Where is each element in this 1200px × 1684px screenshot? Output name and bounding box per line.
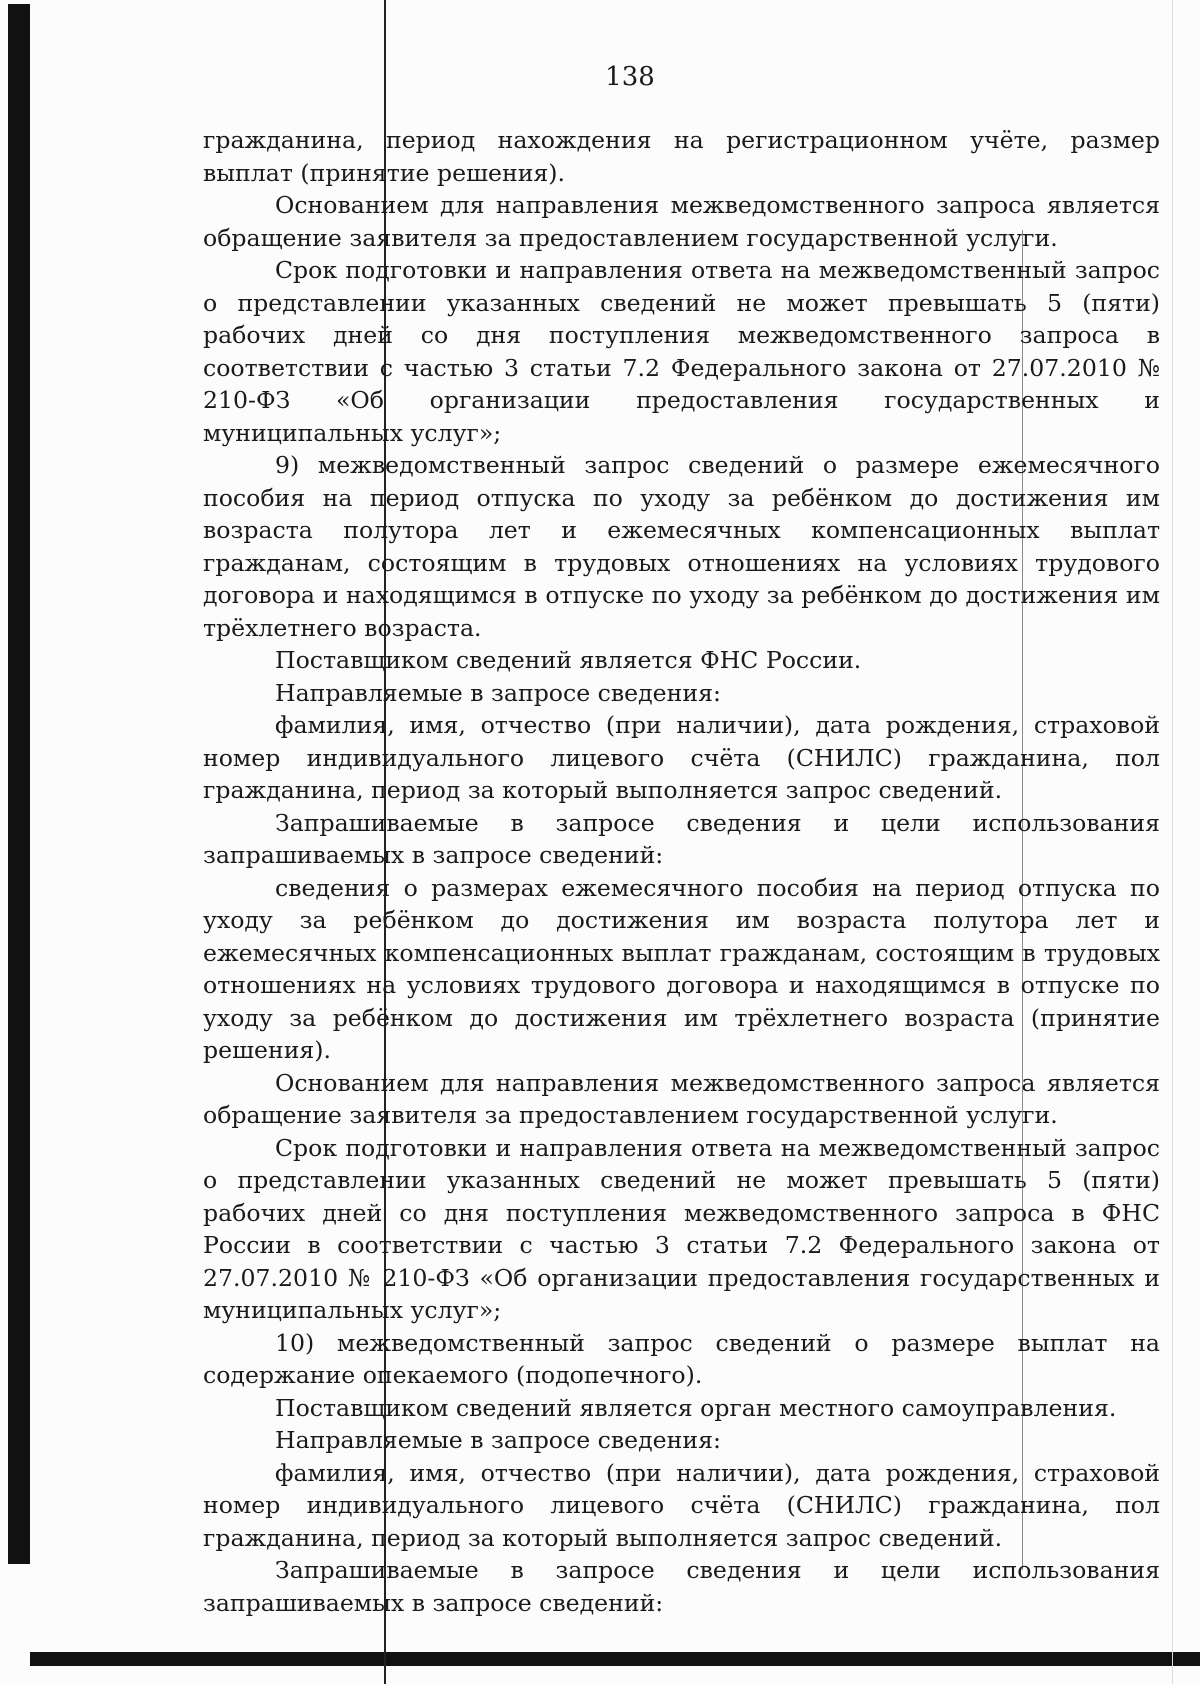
paragraph: Основанием для направления межведомственного запроса является обращение заявителя за предоставлением государственной услуги.: [203, 1068, 1160, 1129]
paragraph: Запрашиваемые в запросе сведения и цели использования запрашиваемых в запросе сведений:: [203, 808, 1160, 869]
paragraph: Срок подготовки и направления ответа на межведомственный запрос о представлении указанных сведений не может превышать 5 (пяти) рабочих дней со дня поступления межведомственного запроса в соответствии с частью 3 статьи 7.2 Федерального закона от 27.07.2010 № 210-ФЗ «Об организации предоставления государственных и муниципальных услуг»;: [203, 256, 1160, 447]
paragraph: гражданина, период нахождения на регистрационном учёте, размер выплат (принятие решения).: [203, 126, 1160, 187]
paragraph: Направляемые в запросе сведения:: [275, 1426, 721, 1454]
page-number: 138: [605, 62, 655, 92]
scan-edge-left: [8, 4, 30, 1564]
paragraph: Запрашиваемые в запросе сведения и цели использования запрашиваемых в запросе сведений:: [203, 1556, 1160, 1617]
scan-edge-right: [1172, 0, 1173, 1684]
paragraph: фамилия, имя, отчество (при наличии), дата рождения, страховой номер индивидуального лицевого счёта (СНИЛС) гражданина, пол гражданина, период за который выполняется запрос сведений.: [203, 1458, 1160, 1552]
paragraph: фамилия, имя, отчество (при наличии), дата рождения, страховой номер индивидуального лицевого счёта (СНИЛС) гражданина, пол гражданина, период за который выполняется запрос сведений.: [203, 711, 1160, 804]
paragraph: Направляемые в запросе сведения:: [275, 678, 721, 707]
document-body: [203, 124, 1160, 1619]
paragraph: Поставщиком сведений является ФНС России.: [275, 646, 862, 674]
paragraph: Основанием для направления межведомственного запроса является обращение заявителя за предоставлением государственной услуги.: [203, 191, 1160, 252]
list-item-10: 10) межведомственный запрос сведений о размере выплат на содержание опекаемого (подопечного).: [203, 1328, 1160, 1389]
list-item-9: 9) межведомственный запрос сведений о размере ежемесячного пособия на период отпуска по уходу за ребёнком до достижения им возраста полутора лет и ежемесячных компенсационных выплат гражданам, состоящим в трудовых отношениях на условиях трудового договора и находящимся в отпуске по уходу за ребёнком до достижения им трёхлетнего возраста.: [203, 451, 1160, 642]
scan-edge-bottom: [30, 1652, 1200, 1666]
paragraph: сведения о размерах ежемесячного пособия на период отпуска по уходу за ребёнком до достижения им возраста полутора лет и ежемесячных компенсационных выплат гражданам, состоящим в трудовых отношениях на условиях трудового договора и находящимся в отпуске по уходу за ребёнком до достижения им трёхлетнего возраста (принятие решения).: [203, 873, 1160, 1064]
paragraph: Поставщиком сведений является орган местного самоуправления.: [275, 1393, 1117, 1422]
paragraph: Срок подготовки и направления ответа на межведомственный запрос о представлении указанных сведений не может превышать 5 (пяти) рабочих дней со дня поступления межведомственного запроса в ФНС России в соответствии с частью 3 статьи 7.2 Федерального закона от 27.07.2010 № 210-ФЗ «Об организации предоставления государственных и муниципальных услуг»;: [203, 1133, 1160, 1324]
